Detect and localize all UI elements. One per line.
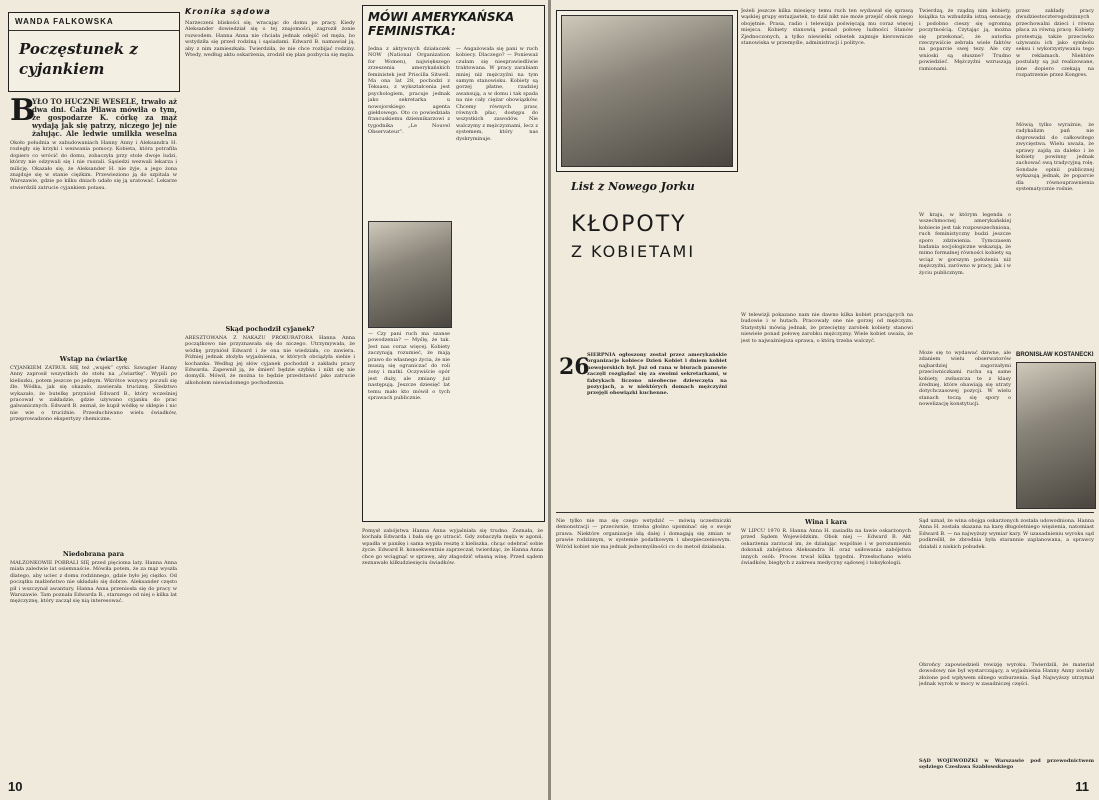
article-lead: YŁO TO HUCZNE WESELE, trwało aż dwa dni. Cała Pilawa mówiła o tym, że gospodarze K. córkę za mąż wydają jak się patrzy, niczego jej nie żałując. Ale ledwie umilkła weselna	[32, 98, 177, 138]
letter-text-d: Twierdzą, że rządzą nim kobiety, książka ta wzbudziła istną sensację i podobno cieszy się ogromną poczytnością. Czytając ją, można się przekonać, że autorka rzeczywiście zebrała wiele faktów na poparcie swej tezy. Ale czy wnioski są słuszne? Trudno powiedzieć. Mężczyźni wzruszają ramionami.	[919, 8, 1011, 72]
letter-text-e: W kraju, w którym legenda o wszechmocnej amerykańskiej kobiecie jest tak rozpowszechniona, ruch feministyczny budzi jeszcze sporo zdziwienia. Tymczasem badania socjologiczne wskazują, że mimo formalnej równości kobiety są wciąż w gorszym położeniu niż mężczyźni, zarówno w pracy, jak i w życiu publicznym.	[919, 212, 1011, 276]
article-body-4: Narzeczeni bliskości się, wracając do domu po pracy. Kiedy Aleksander dowiedział się o tej znajomości, zagroził żonie rozwodem. Hanna Anna nie chciała jednak odejść od męża, bo wstydziła się przed rodziną i sąsiadami. Edward B. namawiał ją, aby z nim zamieszkała. Twierdziła, że nie chce rozbijać rodziny. Wtedy, według aktu oskarżenia, zrodził się plan pozbycia się męża.	[185, 20, 355, 59]
page-number-left: 10	[8, 779, 23, 794]
feature-text-2: — Angażowała się pani w ruch kobiecy. Dlaczego? — Ponieważ czułam się niesprawiedliwie traktowana. W pracy zarabiam mniej niż mężczyźni na tym samym stanowisku. Kobiety są gorzej płatne, rzadziej awansują, a w domu i tak spada na nie cały ciężar obowiązków. Chcemy równych praw, równych płac, dostępu do wszystkich zawodów. Nie walczymy z mężczyznami, lecz z systemem, który nas dyskryminuje.	[456, 46, 538, 142]
feminist-photo	[368, 221, 452, 328]
column-label: Kronika sądowa	[185, 7, 271, 16]
letter-text-g: przez zakłady pracy dwudziestoczterogodzinnych przechowalni dzieci i równa płaca za równą pracę. Kobiety protestują także przeciwko używaniu ich jako symbolu seksu i wykorzystywaniu tego w reklamach. Niektóre postulaty są już realizowane, inne dopiero czekają na rozpatrzenie przez Kongres.	[1016, 8, 1094, 79]
feature-headline: MÓWI AMERYKAŃSKA FEMINISTKA:	[368, 10, 515, 38]
drop-cap: B	[10, 93, 36, 128]
article-body-5: ARESZTOWANA Z NAKAZU PROKURATORA Hanna Anna początkowo nie przyznawała się do niczego. Utrzymywała, że wódkę przyniósł Edward i że ona nie wiedziała, co zawiera. Później jednak złożyła wyjaśnienia, w których obciążyła siebie i kochanka. Według jej słów cyjanek pochodził z zakładu pracy Edwarda. Zapewnił ją, że śmierć będzie szybka i nikt się nie domyśli. Mówił, że można to będzie przedstawić jako zatrucie alkoholem niewiadomego pochodzenia.	[185, 335, 355, 386]
subhead-wstap: Wstąp na ćwiartkę	[59, 355, 128, 363]
subhead-niedobrana: Niedobrana para	[62, 550, 125, 558]
right-page	[551, 0, 1099, 800]
author-name: WANDA FALKOWSKA	[15, 17, 114, 26]
letter-headline-1: KŁOPOTY	[571, 212, 687, 237]
woman-photo	[561, 15, 733, 167]
article-body-1: Około południa w zabudowaniach Hanny Anny i Aleksandra H. rozległy się krzyki i wezwania pomocy. Kobieta, która potrafiła dopiero co wrócić do domu, zobaczyła przy stole dwoje ludzi, którzy nie odzywali się i nie ruszali. Sąsiedzi wezwali lekarza i milicję. Okazało się, że Aleksander H. nie żyje, a jego żona znajduje się w stanie ciężkim. Przewieziono ją do szpitala w Warszawie, gdzie po kilku dniach udało się ją uratować. Lekarze stwierdzili zatrucie cyjankiem potasu.	[10, 140, 177, 191]
subhead-cyjanek: Skąd pochodził cyjanek?	[225, 325, 315, 333]
feature-text-3: — Czy pani ruch ma szanse powodzenia? — Myślę, że tak. Jest nas coraz więcej. Kobiety zaczynają rozumieć, że mają prawo do własnego życia, że nie muszą się ograniczać do roli żony i matki. Oczywiście opór jest duży, ale zmiany już następują. Jeszcze dziesięć lat temu mało kto mówił o tych sprawach publicznie.	[368, 331, 450, 402]
trial-text-1: W LIPCU 1970 R. Hanna Anna H. zasiadła na ławie oskarżonych przed Sądem Wojewódzkim. Obok niej — Edward B. Akt oskarżenia zarzucał im, że działając wspólnie i w porozumieniu dokonali zabójstwa Aleksandra H. oraz usiłowania zabójstwa innych osób. Proces trwał kilka tygodni. Przesłuchano wielu świadków, biegłych z zakresu medycyny sądowej i toksykologii.	[741, 528, 911, 567]
letter-kicker: List z Nowego Jorku	[571, 180, 695, 193]
letter-text-c: Nie tylko nie ma się czego wstydzić — mówią uczestniczki demonstracji — przeciwnie, trzeba głośno upominać się o swoje prawa. Niektóre organizacje idą dalej i domagają się zmian w prawie rodzinnym, w systemie podatkowym i ubezpieczeniowym. Wśród kobiet nie ma jednak jednomyślności co do metod działania.	[556, 518, 731, 550]
trial-court: SĄD WOJEWÓDZKI w Warszawie pod przewodnictwem sędziego Czesława Szabłowskiego	[919, 758, 1094, 771]
feature-text-1: Jedna z aktywnych działaczek NOW (National Organization for Women), największego zrzeszenia amerykańskich feministek jest Priscilla Sitwell. Ma ona lat 28, pochodzi z Teksasu, z wykształcenia jest psychologiem, pracuje jednak jako sekretarka u nowojorskiego agenta giełdowego. Oto co powiedziała francuskiemu dziennikarzowi z tygodnika „Le Nouvel Observateur”.	[368, 46, 450, 136]
street-photo	[1016, 362, 1096, 509]
subhead-wina: Wina i kara	[805, 518, 847, 526]
letter-headline-2: Z KOBIETAMI	[571, 242, 696, 261]
article-body-2: CYJANKIEM ZATRUŁ SIĘ też „wujek” cyrki. Szwagier Hanny Anny zaprosił wszystkich do stołu na „ćwiartkę”. Wypili po kieliszku, potem jeszcze po jednym. Wkrótce wszyscy poczuli się źle. Wódka, jak się okazało, zawierała truciznę. Śledztwo wykazało, że butelkę przyniósł Edward B., który wcześniej pracował w zakładzie, gdzie używano cyjanku do prac galwanicznych. Edward B. zeznał, że kupił wódkę w sklepie i nic nie wie o truciźnie. Przesłuchiwano wielu świadków, przeprowadzono ekspertyzy chemiczne.	[10, 365, 177, 423]
letter-dropcap: 26	[559, 354, 590, 380]
letter-heading	[561, 180, 721, 320]
section-divider	[556, 512, 1094, 513]
article-body-6: Pomysł zabójstwa Hanna Anna wyjaśniała się trudno. Zeznała, że kochała Edwarda i bała się go utracić. Gdy zobaczyła męża w agonii, wpadła w panikę i sama wypiła resztę z kieliszka, chcąc odebrać sobie życie. Edward B. konsekwentnie zaprzeczał, twierdząc, że Hanna Anna chce go wciągnąć w sprawę, aby złagodzić własną winę. Przed sądem zeznawało kilkudziesięciu świadków.	[362, 528, 543, 567]
letter-text-f: Może się to wydawać dziwne, ale zdaniem wielu obserwatorów najbardziej zagorzałymi przeciwniczkami ruchu są same kobiety, zwłaszcza te z klasy średniej, które obawiają się utraty dotychczasowej pozycji. W wielu stanach toczą się spory o nowelizację konstytucji.	[919, 350, 1011, 408]
left-page	[0, 0, 548, 800]
author-title-box	[8, 12, 180, 92]
letter-lead: SIERPNIA ogłoszony został przez amerykańskie organizacje kobiece Dzień Kobiet i dniem kobiet nowojorskich był. Już od rana w biurach panowie zaczęli rozglądać się za swoimi sekretarkami, w fabrykach liczono nieobecne dziewczęta na pozycjach, a w niektórych domach mężczyźni przejęli obowiązki kuchenne.	[587, 352, 727, 397]
letter-signature: BRONISŁAW KOSTANECKI	[1016, 352, 1094, 358]
letter-text-b: W telewizji pokazano nam nie dawno kilka kobiet pracujących na budowie i w hutach. Pracowały one nie gorzej od mężczyzn. Statystyki mówią jednak, że przeciętny zarobek kobiety stanowi niewiele ponad połowę zarobku mężczyzny. Wiele kobiet uważa, że jest to najważniejsza sprawa, o którą trzeba walczyć.	[741, 312, 913, 344]
article-title: Poczęstunek z cyjankiem	[19, 40, 138, 78]
page-number-right: 11	[1075, 779, 1089, 794]
article-body-3: MAŁŻONKOWIE POBRALI SIĘ przed pięcioma laty. Hanna Anna miała zaledwie lat osiemnaście. Mówiła potem, że za mąż wyszła dlatego, aby uciec z domu rodzinnego, gdzie było jej ciężko. Od początku małżeństwo nie układało się dobrze. Aleksander często pił i wszczynał awantury. Hanna Anna przeniosła się do pracy w Warszawie. Tam poznała Edwarda B., starszego od niej o kilka lat mężczyznę, który zaczął się nią interesować.	[10, 560, 177, 605]
trial-text-3: Obrońcy zapowiedzieli rewizję wyroku. Twierdzili, że materiał dowodowy nie był wystarczający, a wyjaśnienia Hanny Anny zostały złożone pod wpływem silnego wzburzenia. Sąd Najwyższy utrzymał jednak wyrok w mocy w zasadniczej części.	[919, 662, 1094, 688]
trial-text-2: Sąd uznał, że wina obojga oskarżonych została udowodniona. Hanna Anna H. została skazana na karę długoletniego więzienia, natomiast Edward B. — na najwyższy wymiar kary. W uzasadnieniu wyroku sąd podkreślił, że zbrodnia była starannie zaplanowana, a sprawcy działali z niskich pobudek.	[919, 518, 1094, 550]
feature-box	[362, 5, 545, 522]
woman-photo-box	[556, 10, 738, 172]
letter-text-h: Mówią tylko wyrażnie, że radykalizm pań nie doprowadzi do całkowitego zwycięstwa. Wielu uważa, że sprawy zajdą za daleko i że kobiety powinny jednak zachować swą tradycyjną rolę. Sondaże opinii publicznej wykazują jednak, że poparcie dla równouprawnienia systematycznie rośnie.	[1016, 122, 1094, 193]
letter-text-a: Jeżeli jeszcze kilka miesięcy temu ruch ten wydawał się sprawą wąskiej grupy entuzjastek, to dziś nikt nie może przejść obok niego obojętnie. Prasa, radio i telewizja poświęcają mu coraz więcej miejsca. Kobiety stanowią ponad połowę ludności Stanów Zjednoczonych, a tylko niewielki odsetek zajmuje kierownicze stanowiska w przemyśle, administracji i polityce.	[741, 8, 913, 47]
